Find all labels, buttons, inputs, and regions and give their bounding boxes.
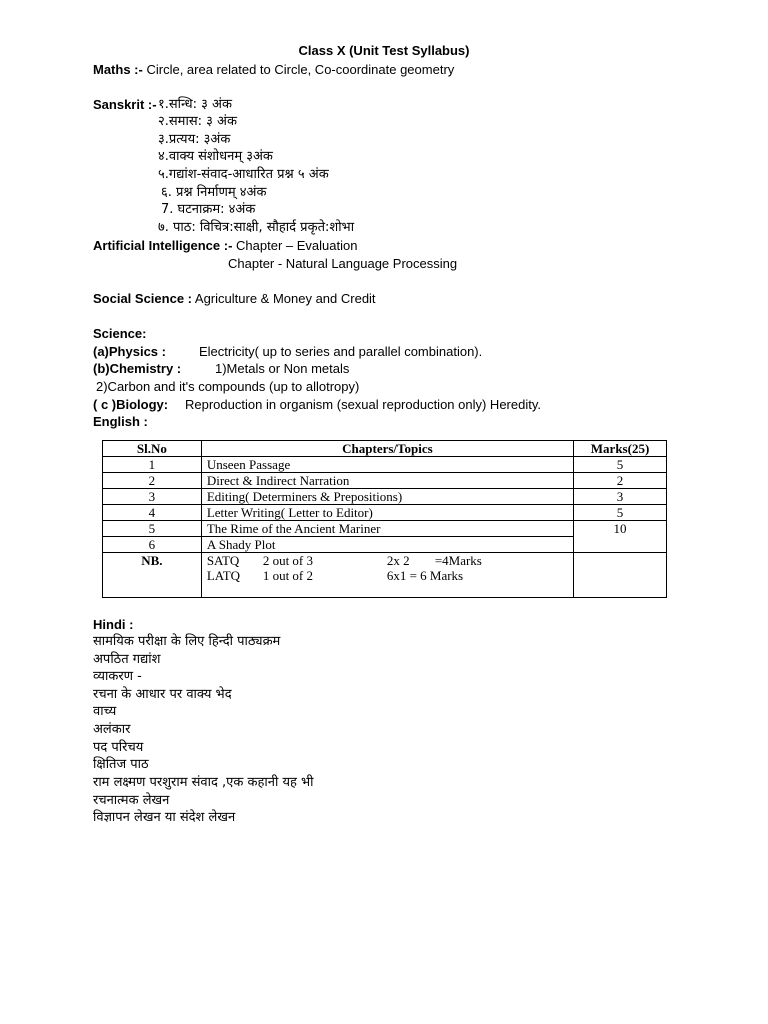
- table-row-nb: [103, 553, 667, 598]
- row-marks: 5: [574, 505, 667, 521]
- column-header: Marks(25): [574, 441, 667, 457]
- physics-text: Electricity( up to series and parallel combination).: [199, 344, 483, 359]
- hindi-item: अलंकार: [93, 722, 131, 737]
- ai-chapter-2: Chapter - Natural Language Processing: [228, 256, 458, 271]
- ai-chapter-1: Chapter – Evaluation: [236, 238, 358, 253]
- satq-count: 2 out of 3: [262, 553, 314, 568]
- latq-count: 1 out of 2: [262, 568, 314, 583]
- hindi-item: क्षितिज पाठ: [93, 757, 149, 772]
- sanskrit-label: Sanskrit :-: [93, 97, 157, 112]
- row-topic: Unseen Passage: [201, 457, 573, 473]
- row-number: 3: [103, 489, 202, 505]
- row-topic: A Shady Plot: [201, 537, 573, 553]
- table-row: [103, 489, 667, 505]
- row-topic: Direct & Indirect Narration: [201, 473, 573, 489]
- nb-marks-empty: [574, 553, 667, 598]
- biology-label: ( c )Biology:: [93, 397, 169, 412]
- sanskrit-item: ५.गद्यांश-संवाद-आधारित प्रश्न ५ अंक: [158, 167, 329, 182]
- row-marks: 3: [574, 489, 667, 505]
- hindi-item: पद परिचय: [93, 740, 144, 755]
- hindi-item: व्याकरण -: [93, 669, 142, 684]
- row-number: 1: [103, 457, 202, 473]
- row-marks: 5: [574, 457, 667, 473]
- nb-label: NB.: [103, 553, 202, 598]
- row-topic: Letter Writing( Letter to Editor): [201, 505, 573, 521]
- hindi-item: अपठित गद्यांश: [93, 652, 161, 667]
- ai-line: [93, 237, 357, 254]
- row-marks: 2: [574, 473, 667, 489]
- table-header-row: [103, 441, 667, 457]
- english-label: English :: [93, 414, 148, 429]
- hindi-item: सामयिक परीक्षा के लिए हिन्दी पाठ्यक्रम: [93, 634, 281, 649]
- table-row: [103, 505, 667, 521]
- latq-calc: 6x1 = 6 Marks: [386, 568, 464, 583]
- chemistry-label: (b)Chemistry :: [93, 361, 182, 376]
- hindi-item: रचना के आधार पर वाक्य भेद: [93, 687, 232, 702]
- sanskrit-item: ३.प्रत्यय: ३अंक: [158, 132, 231, 147]
- page-title: Class X (Unit Test Syllabus): [298, 43, 470, 58]
- science-label: Science:: [93, 326, 147, 341]
- social-label: Social Science :: [93, 291, 192, 306]
- sanskrit-item: ७. पाठ: विचित्र:साक्षी, सौहार्द प्रकृते:शोभा: [158, 220, 355, 235]
- chemistry-text: 1)Metals or Non metals: [215, 361, 350, 376]
- table-row: [103, 521, 667, 537]
- table-row: [103, 473, 667, 489]
- satq-label: SATQ: [206, 553, 240, 568]
- column-header: Chapters/Topics: [201, 441, 573, 457]
- maths-text: Circle, area related to Circle, Co-coordinate geometry: [146, 62, 455, 77]
- row-number: 5: [103, 521, 202, 537]
- hindi-label: Hindi :: [93, 617, 134, 632]
- row-number: 4: [103, 505, 202, 521]
- column-header: Sl.No: [103, 441, 202, 457]
- satq-result: =4Marks: [434, 553, 482, 568]
- table-row: [103, 457, 667, 473]
- row-number: 6: [103, 537, 202, 553]
- row-topic: Editing( Determiners & Prepositions): [201, 489, 573, 505]
- satq-line: [207, 553, 568, 568]
- satq-calc: 2x 2: [386, 553, 410, 568]
- sanskrit-item: ४.वाक्य संशोधनम् ३अंक: [158, 149, 273, 164]
- sanskrit-item: ६. प्रश्न निर्माणम् ४अंक: [161, 185, 267, 200]
- maths-label: Maths :-: [93, 62, 143, 77]
- social-line: [93, 290, 376, 307]
- latq-label: LATQ: [206, 568, 241, 583]
- latq-line: [207, 568, 568, 583]
- hindi-item: विज्ञापन लेखन या संदेश लेखन: [93, 810, 236, 825]
- biology-text: Reproduction in organism (sexual reproduction only) Heredity.: [185, 397, 541, 412]
- ai-label: Artificial Intelligence :-: [93, 238, 233, 253]
- sanskrit-item: १.सन्धि: ३ अंक: [158, 97, 232, 112]
- hindi-item: वाच्य: [93, 704, 117, 719]
- row-marks: 10: [574, 521, 667, 553]
- chemistry-text-2: 2)Carbon and it's compounds (up to allotropy): [96, 379, 360, 394]
- hindi-item: रचनात्मक लेखन: [93, 793, 170, 808]
- physics-label: (a)Physics :: [93, 344, 166, 359]
- sanskrit-item: २.समास: ३ अंक: [158, 114, 237, 129]
- row-topic: The Rime of the Ancient Mariner: [201, 521, 573, 537]
- sanskrit-item: 7. घटनाक्रम: ४अंक: [161, 202, 256, 217]
- hindi-item: राम लक्ष्मण परशुराम संवाद ,एक कहानी यह भी: [93, 775, 314, 790]
- row-number: 2: [103, 473, 202, 489]
- maths-line: [93, 61, 454, 78]
- english-marks-table: [102, 440, 667, 598]
- social-text: Agriculture & Money and Credit: [194, 291, 376, 306]
- nb-details: [201, 553, 573, 598]
